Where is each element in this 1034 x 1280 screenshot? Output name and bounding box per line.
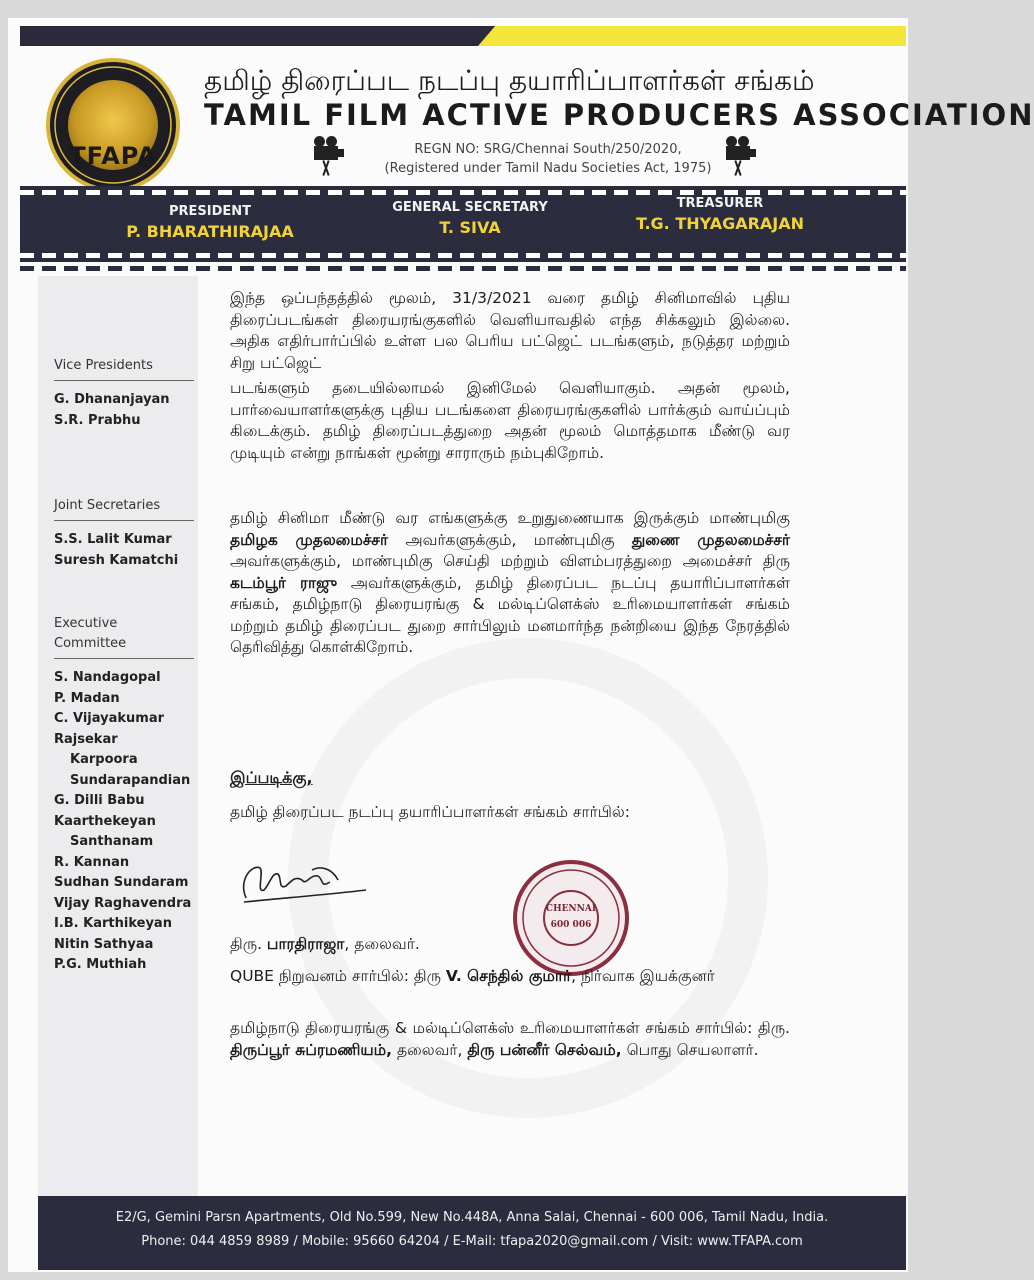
film-perforation	[20, 253, 906, 258]
registration-info	[368, 140, 728, 178]
officer-role: PRESIDENT	[168, 204, 252, 219]
text-span: அவர்களுக்கும், தமிழ் திரைப்பட நடப்பு தயாரிப்பாளர்கள் சங்கம், தமிழ்நாடு திரையரங்கு & மல்டிப்ளெக்ஸ் உரிமையாளர்கள் சங்கம் மற்றும் தமிழ் திரைப்பட துறை சார்பிலும் மனமார்ந்த நன்றியை இந்த நேரத்தில் தெரிவித்து கொள்கிறோம்.	[230, 573, 790, 656]
officer-role: TREASURER	[676, 196, 764, 211]
officer-treasurer	[620, 196, 820, 233]
joint-secretaries-title: Joint Secretaries	[54, 498, 161, 513]
list-item: I.B. Karthikeyan	[54, 916, 172, 931]
list-item: R. Kannan	[54, 854, 130, 870]
footer-address: E2/G, Gemini Parsn Apartments, Old No.599, New No.448A, Anna Salai, Chennai - 600 006, Tamil Nadu, India.	[115, 1210, 829, 1225]
qube-representative: V. செந்தில் குமார்	[445, 967, 572, 985]
chief-minister-title: தமிழக முதலமைச்சர்	[230, 530, 389, 549]
regn-act: (Registered under Tamil Nadu Societies Act, 1975)	[384, 161, 712, 176]
officer-name: P. BHARATHIRAJAA	[126, 222, 294, 241]
list-item: G. Dilli Babu	[54, 793, 145, 808]
list-item: Vijay Raghavendra	[54, 895, 192, 911]
executive-committee-list	[54, 668, 191, 976]
list-item: Nitin Sathyaa	[54, 936, 154, 952]
officer-name: T.G. THYAGARAJAN	[635, 214, 805, 233]
letter-paragraph-3	[230, 508, 790, 659]
list-item: Sundarapandian	[70, 772, 191, 788]
theatre-president: திருப்பூர் சுப்ரமணியம்,	[230, 1040, 393, 1059]
movie-camera-icon	[722, 136, 756, 176]
handwritten-signature	[234, 850, 374, 912]
officer-general-secretary	[360, 200, 580, 237]
list-item: Santhanam	[70, 834, 154, 849]
film-perforation	[20, 190, 906, 195]
vice-presidents-title: Vice Presidents	[54, 358, 153, 373]
text-span: , நிர்வாக இயக்குனர்	[571, 967, 715, 985]
text-span: தலைவர்,	[392, 1040, 468, 1059]
officers-film-strip	[20, 186, 906, 262]
committee-sidebar	[38, 276, 198, 1220]
text-span: அவர்களுக்கும், மாண்புமிகு	[388, 530, 632, 549]
text-span: பொது செயலாளர்.	[621, 1040, 759, 1059]
list-item: Suresh Kamatchi	[54, 552, 179, 568]
list-item: P.G. Muthiah	[54, 957, 147, 972]
text-span: திரு.	[230, 935, 267, 953]
on-behalf-line: தமிழ் திரைப்பட நடப்பு தயாரிப்பாளர்கள் சங்கம் சார்பில்:	[230, 803, 630, 821]
minister-name: கடம்பூர் ராஜு	[230, 573, 338, 592]
list-item: Rajsekar	[54, 731, 118, 747]
list-item: S.R. Prabhu	[54, 412, 141, 428]
list-item: C. Vijayakumar	[54, 711, 164, 726]
theatre-secretary: திரு பன்னீர் செல்வம்,	[467, 1040, 622, 1059]
text-span: தமிழ்நாடு திரையரங்கு & மல்டிப்ளெக்ஸ் உரிமையாளர்கள் சங்கம் சார்பில்: திரு.	[230, 1019, 790, 1037]
letterhead-page	[8, 18, 1034, 1272]
joint-secretaries-list	[54, 530, 178, 571]
list-item: Sudhan Sundaram	[54, 875, 189, 890]
footer-contact-bar	[38, 1196, 906, 1270]
title-english: TAMIL FILM ACTIVE PRODUCERS ASSOCIATION	[204, 98, 1034, 132]
text-span: அவர்களுக்கும், மாண்புமிகு செய்தி மற்றும் விளம்பரத்துறை அமைச்சர் திரு	[230, 552, 790, 570]
letter-paragraph-2: படங்களும் தடையில்லாமல் இனிமேல் வெளியாகும். அதன் மூலம், பார்வையாளர்களுக்கு புதிய படங்களை திரையரங்குகளில் பார்க்கும் வாய்ப்பும் கிடைக்கும். தமிழ் திரைப்படத்துறை அதன் மூலம் மொத்தமாக மீண்டு வர முடியும் என்று நாங்கள் மூன்று சாராரும் நம்புகிறோம்.	[230, 379, 790, 462]
vice-presidents-list	[54, 390, 170, 431]
association-seal	[513, 860, 629, 976]
footer-contact: Phone: 044 4859 8989 / Mobile: 95660 64204 / E-Mail: tfapa2020@gmail.com / Visit: www.TFAPA.com	[141, 1234, 803, 1249]
list-item: Kaarthekeyan	[54, 813, 156, 829]
officer-role: GENERAL SECRETARY	[392, 200, 548, 215]
letter-paragraph-1: இந்த ஒப்பந்தத்தில் மூலம், 31/3/2021 வரை தமிழ் சினிமாவில் புதிய திரைப்படங்கள் திரையரங்குகளில் வெளியாவதில் எந்த சிக்கலும் இல்லை. அதிக எதிர்பார்ப்பில் உள்ள பல பெரிய பட்ஜெட் படங்களும், நடுத்தர மற்றும் சிறு பட்ஜெட்	[230, 289, 790, 372]
qube-line	[230, 966, 790, 988]
signatory-name: பாரதிராஜா	[266, 935, 345, 953]
list-item: Karpoora	[70, 752, 138, 767]
seal-pincode: 600 006	[550, 920, 592, 930]
list-item: P. Madan	[54, 690, 120, 706]
deputy-cm-title: துணை முதலமைச்சர்	[631, 530, 791, 549]
film-perforation	[20, 266, 906, 271]
text-span: QUBE நிறுவனம் சார்பில்: திரு	[230, 967, 446, 985]
regn-number: REGN NO: SRG/Chennai South/250/2020,	[414, 142, 682, 157]
text-span: தமிழ் சினிமா மீண்டு வர எங்களுக்கு உறுதுணையாக இருக்கும் மாண்புமிகு	[230, 509, 790, 527]
divider	[54, 520, 194, 521]
logo-text: TFAPA	[69, 142, 157, 170]
officer-name: T. SIVA	[439, 218, 501, 237]
divider	[54, 658, 194, 659]
section-title-line: Executive	[54, 616, 118, 631]
officer-president	[110, 204, 310, 241]
section-title-line: Committee	[54, 636, 127, 651]
seal-city: CHENNAI	[545, 904, 597, 914]
title-tamil: தமிழ் திரைப்பட நடப்பு தயாரிப்பாளர்கள் சங்கம்	[204, 64, 815, 97]
list-item: S.S. Lalit Kumar	[54, 532, 172, 547]
signatory-line	[230, 934, 790, 956]
text-span: , தலைவர்.	[344, 935, 420, 953]
closing-salutation: இப்படிக்கு,	[230, 768, 313, 787]
theatre-owners-line	[230, 1018, 790, 1061]
tfapa-logo	[46, 58, 180, 192]
executive-committee-title	[54, 614, 126, 654]
movie-camera-icon	[310, 136, 344, 176]
top-yellow-bar	[478, 26, 906, 46]
list-item: G. Dhananjayan	[54, 392, 170, 407]
divider	[54, 380, 194, 381]
list-item: S. Nandagopal	[54, 670, 161, 685]
